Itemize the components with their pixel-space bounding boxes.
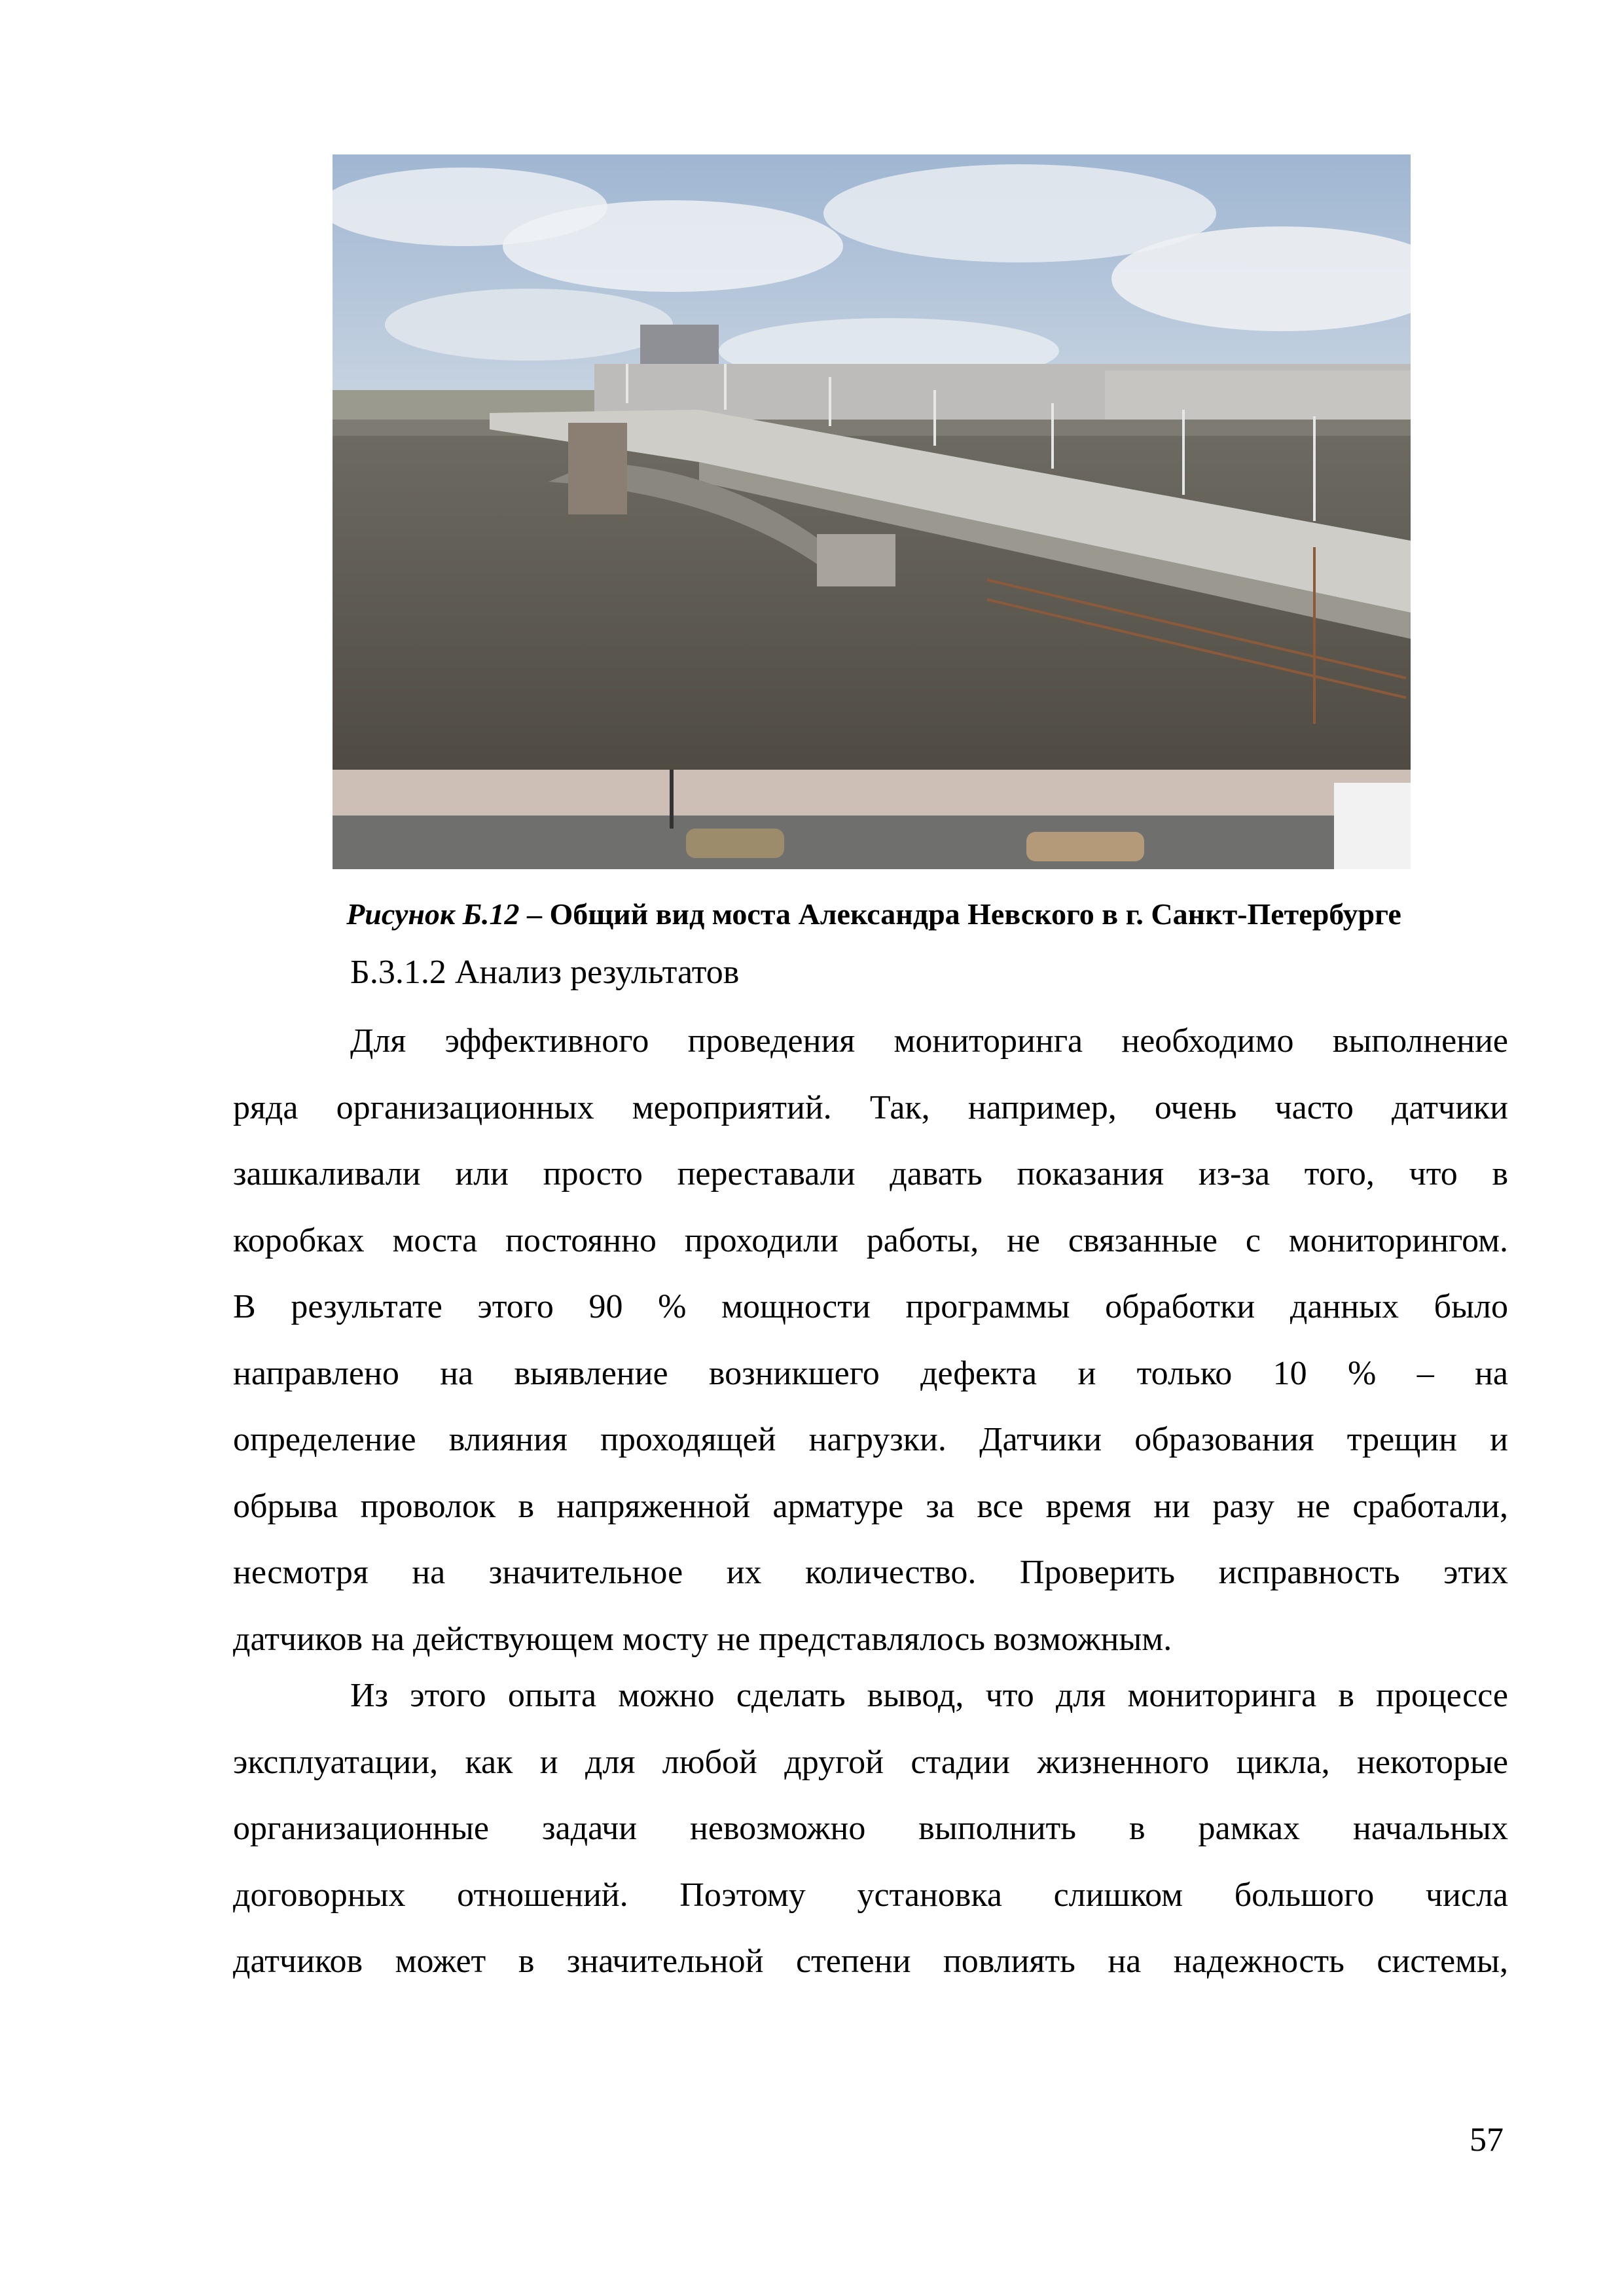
text-line: датчиков может в значительной степени повлиять на надежность системы, xyxy=(233,1943,1508,1980)
paragraph-2 xyxy=(233,1662,1508,1995)
text-line: коробках моста постоянно проходили работы, не связанные с мониторингом. xyxy=(233,1221,1508,1259)
text-line: датчиков на действующем мосту не представлялось возможным. xyxy=(233,1620,1172,1658)
text-line: эксплуатации, как и для любой другой стадии жизненного цикла, некоторые xyxy=(233,1743,1508,1781)
text-line: несмотря на значительное их количество. Проверить исправность этих xyxy=(233,1554,1508,1591)
figure-caption xyxy=(236,891,1512,937)
text-line: договорных отношений. Поэтому установка слишком большого числа xyxy=(233,1876,1508,1914)
subsection-title: Б.3.1.2 Анализ результатов xyxy=(350,954,740,991)
text-line: определение влияния проходящей нагрузки. Датчики образования трещин и xyxy=(233,1421,1508,1458)
text-line: зашкаливали или просто переставали давать показания из-за того, что в xyxy=(233,1155,1508,1193)
text-line: ряда организационных мероприятий. Так, например, очень часто датчики xyxy=(233,1088,1508,1126)
text-line: Из этого опыта можно сделать вывод, что для мониторинга в процессе xyxy=(350,1677,1508,1714)
text-line: организационные задачи невозможно выполнить в рамках начальных xyxy=(233,1810,1508,1847)
paragraph-1 xyxy=(233,1008,1508,1672)
text-line: направлено на выявление возникшего дефекта и только 10 % – на xyxy=(233,1354,1508,1392)
bridge-photo xyxy=(333,154,1411,869)
text-line: В результате этого 90 % мощности программы обработки данных было xyxy=(233,1288,1508,1325)
figure-caption-text: – Общий вид моста Александра Невского в г. Санкт-Петербурге xyxy=(519,897,1401,931)
text-line: обрыва проволок в напряженной арматуре за все время ни разу не сработали, xyxy=(233,1487,1508,1525)
figure-caption-label: Рисунок Б.12 xyxy=(346,897,520,931)
text-line: Для эффективного проведения мониторинга необходимо выполнение xyxy=(350,1022,1508,1060)
page-number: 57 xyxy=(1470,2121,1504,2159)
bridge-illustration xyxy=(333,154,1411,869)
